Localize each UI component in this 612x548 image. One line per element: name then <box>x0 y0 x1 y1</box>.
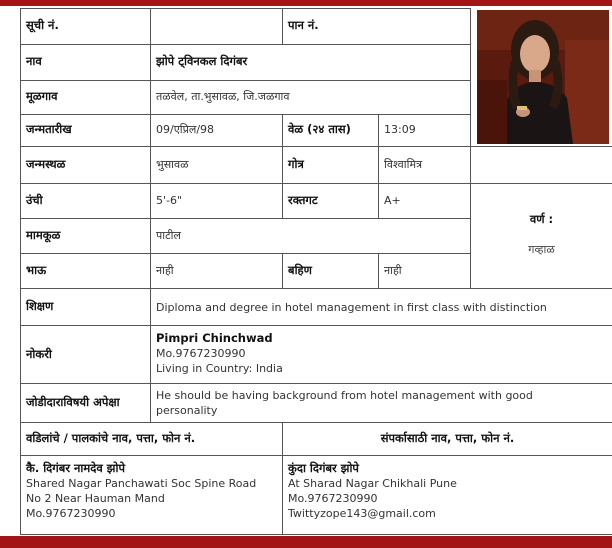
parents-header: वडिलांचे / पालकांचे नाव, पत्ता, फोन नं. <box>26 431 196 445</box>
contact-mobile: Mo.9767230990 <box>288 492 378 505</box>
grid-line <box>282 8 283 45</box>
grid-line <box>20 253 470 254</box>
parent-mobile: Mo.9767230990 <box>26 507 116 520</box>
nokari-label: नोकरी <box>26 347 52 361</box>
janmatarikh-label: जन्मतारीख <box>26 122 72 136</box>
vel-label: वेळ (२४ तास) <box>288 122 351 136</box>
unchi-label: उंची <box>26 193 43 207</box>
grid-line <box>378 114 379 219</box>
parent-address-line2: No 2 Near Hauman Mand <box>26 492 165 505</box>
parent-name: कै. दिगंबर नामदेव झोपे <box>26 461 125 475</box>
grid-line <box>150 8 151 422</box>
bahin-label: बहिण <box>288 263 312 277</box>
parent-address-line1: Shared Nagar Panchawati Soc Spine Road <box>26 477 257 490</box>
bhau-value: नाही <box>156 264 174 277</box>
naav-value: झोपे ट्विनकल दिगंबर <box>156 54 248 68</box>
naav-label: नाव <box>26 54 42 68</box>
grid-line <box>20 325 612 326</box>
profile-photo <box>477 10 609 144</box>
moolgaav-label: मूळगाव <box>26 89 58 103</box>
contact-email: Twittyzope143@gmail.com <box>288 507 436 520</box>
contact-name: कुंदा दिगंबर झोपे <box>288 461 359 475</box>
paan-label: पान नं. <box>288 18 319 32</box>
grid-line <box>282 253 283 289</box>
raktagat-label: रक्तगट <box>288 193 318 207</box>
janmatarikh-value: 09/एप्रिल/98 <box>156 123 215 136</box>
raktagat-value: A+ <box>384 194 401 207</box>
grid-line <box>20 422 612 423</box>
contact-address: At Sharad Nagar Chikhali Pune <box>288 477 457 490</box>
moolgaav-value: तळवेल, ता.भुसावळ, जि.जळगाव <box>156 90 290 103</box>
gotra-label: गोत्र <box>288 157 304 171</box>
grid-line <box>282 114 283 219</box>
bottom-accent-bar <box>0 536 612 548</box>
bahin-value: नाही <box>384 264 402 277</box>
grid-line <box>20 146 612 147</box>
apeksha-value: He should be having background from hotel management with good personality <box>156 389 533 417</box>
grid-line <box>20 183 612 184</box>
janmasthal-value: भुसावळ <box>156 158 189 171</box>
grid-line <box>378 253 379 289</box>
mamkul-label: मामकूळ <box>26 228 61 242</box>
vel-value: 13:09 <box>384 123 416 136</box>
grid-line <box>20 44 470 45</box>
mamkul-value: पाटील <box>156 229 181 242</box>
grid-line <box>20 8 21 535</box>
grid-line <box>20 288 612 289</box>
grid-line <box>20 455 612 456</box>
grid-line <box>20 8 470 9</box>
grid-line <box>20 114 470 115</box>
contact-header: संपर्कासाठी नाव, पत्ता, फोन नं. <box>380 431 515 445</box>
bhau-label: भाऊ <box>26 263 47 277</box>
suchi-label: सूची नं. <box>26 18 59 32</box>
janmasthal-label: जन्मस्थळ <box>26 157 66 171</box>
grid-line <box>20 383 612 384</box>
grid-line <box>20 218 470 219</box>
gotra-value: विश्वामित्र <box>384 158 423 171</box>
nokari-country: Living in Country: India <box>156 362 283 375</box>
varna-value: गव्हाळ <box>528 243 555 256</box>
varna-label: वर्ण : <box>529 212 554 226</box>
unchi-value: 5'-6" <box>156 194 183 207</box>
nokari-mobile: Mo.9767230990 <box>156 347 246 360</box>
grid-line <box>20 534 612 535</box>
nokari-city: Pimpri Chinchwad <box>156 331 273 345</box>
grid-line <box>20 80 470 81</box>
shikshan-label: शिक्षण <box>26 299 54 313</box>
profile-photo-image <box>477 10 609 144</box>
shikshan-value: Diploma and degree in hotel management in first class with distinction <box>156 301 547 314</box>
apeksha-label: जोडीदाराविषयी अपेक्षा <box>26 395 120 409</box>
